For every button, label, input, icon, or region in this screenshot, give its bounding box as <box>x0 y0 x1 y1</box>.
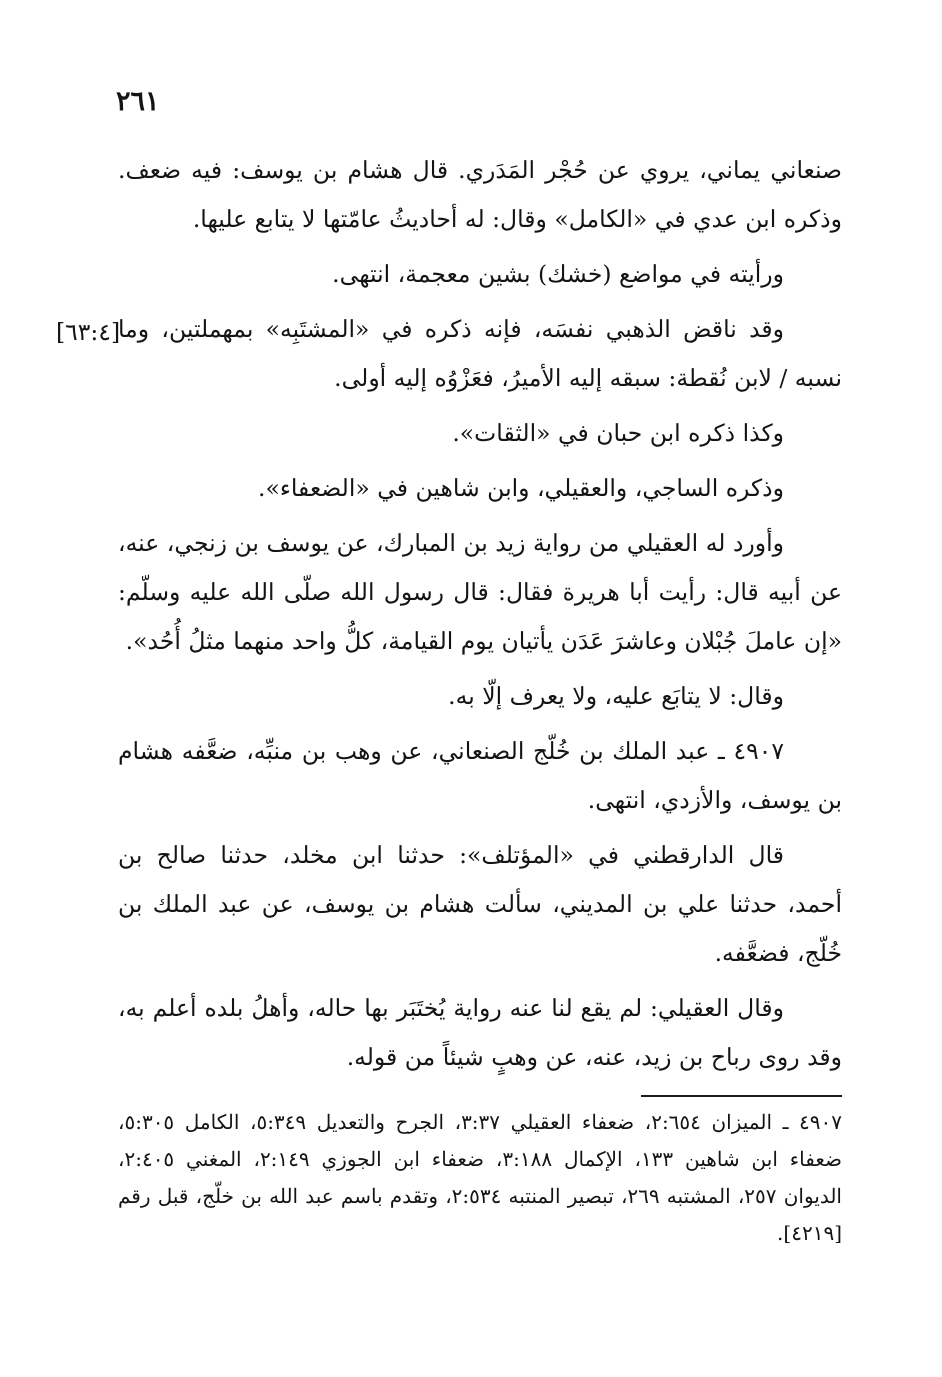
paragraph-3: وقد ناقض الذهبي نفسَه، فإنه ذكره في «المشتَبِه» بمهملتين، وما نسبه / لابن نُقطة: سبقه إليه الأميرُ، فعَزْوُه إليه أولى. <box>118 315 842 392</box>
main-text <box>118 146 842 1088</box>
paragraph-2: ورأيته في مواضع (خشك) بشين معجمة، انتهى. <box>332 260 784 288</box>
margin-reference: [٦٣:٤] <box>56 318 121 346</box>
footnote: ٤٩٠٧ ـ الميزان ٢:٦٥٤، ضعفاء العقيلي ٣:٣٧، الجرح والتعديل ٥:٣٤٩، الكامل ٥:٣٠٥، ضعفاء ابن شاهين ١٣٣، الإكمال ٣:١٨٨، ضعفاء ابن الجوزي ٢:١٤٩، المغني ٢:٤٠٥، الديوان ٢٥٧، المشتبه ٢٦٩، تبصير المنتبه ٢:٥٣٤، وتقدم باسم عبد الله بن خلّج، قبل رقم [٤٢١٩]. <box>118 1110 843 1245</box>
paragraph-9: قال الدارقطني في «المؤتلف»: حدثنا ابن مخلد، حدثنا صالح بن أحمد، حدثنا علي بن المديني، سألت هشام بن يوسف، عن عبد الملك بن خُلّج، فضعَّفه. <box>118 841 842 967</box>
paragraph-10: وقال العقيلي: لم يقع لنا عنه رواية يُختَبَر بها حاله، وأهلُ بلده أعلم به، وقد روى رباح بن زيد، عنه، عن وهبٍ شيئاً من قوله. <box>118 994 842 1071</box>
paragraph-5: وذكره الساجي، والعقيلي، وابن شاهين في «الضعفاء». <box>258 474 784 502</box>
page-number: ٢٦١ <box>116 86 160 117</box>
paragraph-7: وقال: لا يتابَع عليه، ولا يعرف إلّا به. <box>448 682 784 710</box>
footnote-divider <box>641 1095 842 1097</box>
entry-4907: ٤٩٠٧ ـ عبد الملك بن خُلّج الصنعاني، عن وهب بن منبِّه، ضعَّفه هشام بن يوسف، والأزدي، انتهى. <box>118 737 842 814</box>
paragraph-4: وكذا ذكره ابن حبان في «الثقات». <box>452 419 784 447</box>
paragraph-6: وأورد له العقيلي من رواية زيد بن المبارك، عن يوسف بن زنجي، عنه، عن أبيه قال: رأيت أبا هريرة فقال: قال رسول الله صلّى الله عليه وسلّم: «إن عاملَ جُبْلان وعاشرَ عَدَن يأتيان يوم القيامة، كلُّ واحد منهما مثلُ أُحُد». <box>118 529 842 655</box>
paragraph-1: صنعاني يماني، يروي عن حُجْر المَدَري. قال هشام بن يوسف: فيه ضعف. وذكره ابن عدي في «الكامل» وقال: له أحاديثُ عامّتها لا يتابع عليها. <box>118 156 842 233</box>
